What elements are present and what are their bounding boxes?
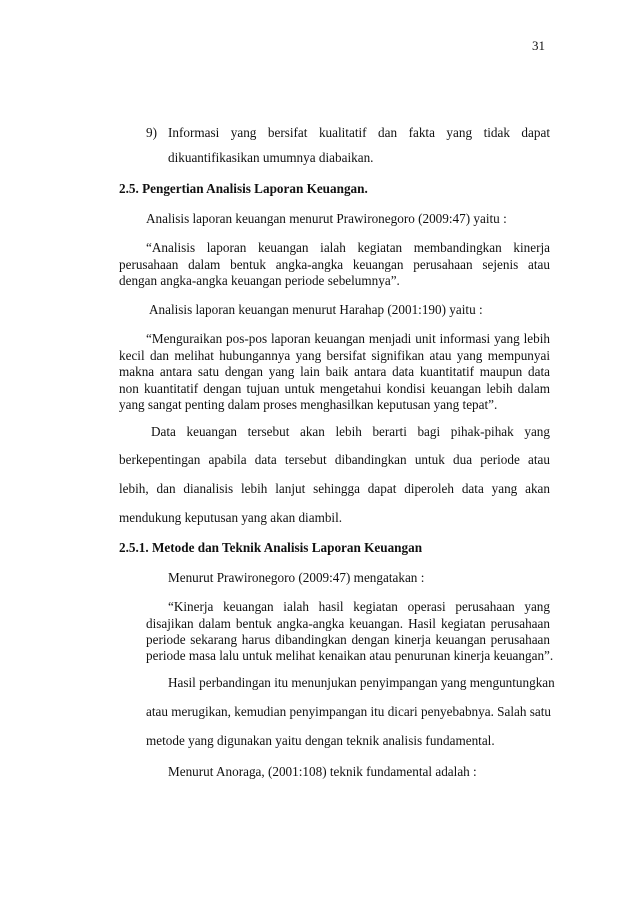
quote-intro: Analisis laporan keuangan menurut Prawironegoro (2009:47) yaitu : xyxy=(146,211,507,226)
paragraph-line: Data keuangan tersebut akan lebih berarti bagi pihak-pihak yang xyxy=(151,424,550,439)
quote-line: dengan angka-angka keuangan periode sebelumnya”. xyxy=(119,273,400,288)
paragraph-line: mendukung keputusan yang akan diambil. xyxy=(119,510,343,525)
quote-intro: Menurut Prawironegoro (2009:47) mengatakan : xyxy=(168,570,425,585)
quote-line: non kuantitatif dengan tujuan untuk mengetahui kondisi keuangan lebih dalam xyxy=(119,381,550,396)
quote-line: perusahaan dalam bentuk angka-angka keuangan perusahaan sejenis atau xyxy=(119,257,550,272)
quote-intro: Analisis laporan keuangan menurut Harahap (2001:190) yaitu : xyxy=(149,302,483,317)
paragraph-line: metode yang digunakan yaitu dengan teknik analisis fundamental. xyxy=(146,733,495,748)
quote-line: “Analisis laporan keuangan ialah kegiatan membandingkan kinerja xyxy=(146,240,550,255)
quote-line: periode masa lalu untuk melihat kenaikan atau penurunan kinerja keuangan”. xyxy=(146,648,554,663)
paragraph-line: atau merugikan, kemudian penyimpangan itu dicari penyebabnya. Salah satu xyxy=(146,704,552,719)
page-number: 31 xyxy=(532,38,545,53)
section-heading: 2.5. Pengertian Analisis Laporan Keuangan. xyxy=(119,181,368,196)
subsection-heading: 2.5.1. Metode dan Teknik Analisis Laporan Keuangan xyxy=(119,540,423,555)
paragraph-line: Hasil perbandingan itu menunjukan penyimpangan yang menguntungkan xyxy=(168,675,555,690)
quote-line: makna antara satu dengan yang lain baik antara data kuantitatif maupun data xyxy=(119,364,550,379)
paragraph-line: berkepentingan apabila data tersebut dibandingkan untuk dua periode atau xyxy=(119,452,550,467)
quote-intro: Menurut Anoraga, (2001:108) teknik fundamental adalah : xyxy=(168,764,477,779)
quote-line: “Menguraikan pos-pos laporan keuangan menjadi unit informasi yang lebih xyxy=(146,331,550,346)
quote-line: kecil dan melihat hubungannya yang bersifat signifikan atau yang mempunyai xyxy=(119,348,550,363)
quote-line: yang sangat penting dalam proses menghasilkan keputusan yang tepat”. xyxy=(119,397,498,412)
list-item-text: Informasi yang bersifat kualitatif dan fakta yang tidak dapat xyxy=(168,125,550,140)
list-item-number: 9) xyxy=(146,125,157,140)
quote-line: “Kinerja keuangan ialah hasil kegiatan operasi perusahaan yang xyxy=(168,599,550,614)
quote-line: periode sekarang harus dibandingkan dengan kinerja keuangan perusahaan xyxy=(146,632,550,647)
list-item-text-continued: dikuantifikasikan umumnya diabaikan. xyxy=(168,150,374,165)
paragraph-line: lebih, dan dianalisis lebih lanjut sehingga dapat diperoleh data yang akan xyxy=(119,481,550,496)
quote-line: disajikan dalam bentuk angka-angka keuangan. Hasil kegiatan perusahaan xyxy=(146,616,550,631)
